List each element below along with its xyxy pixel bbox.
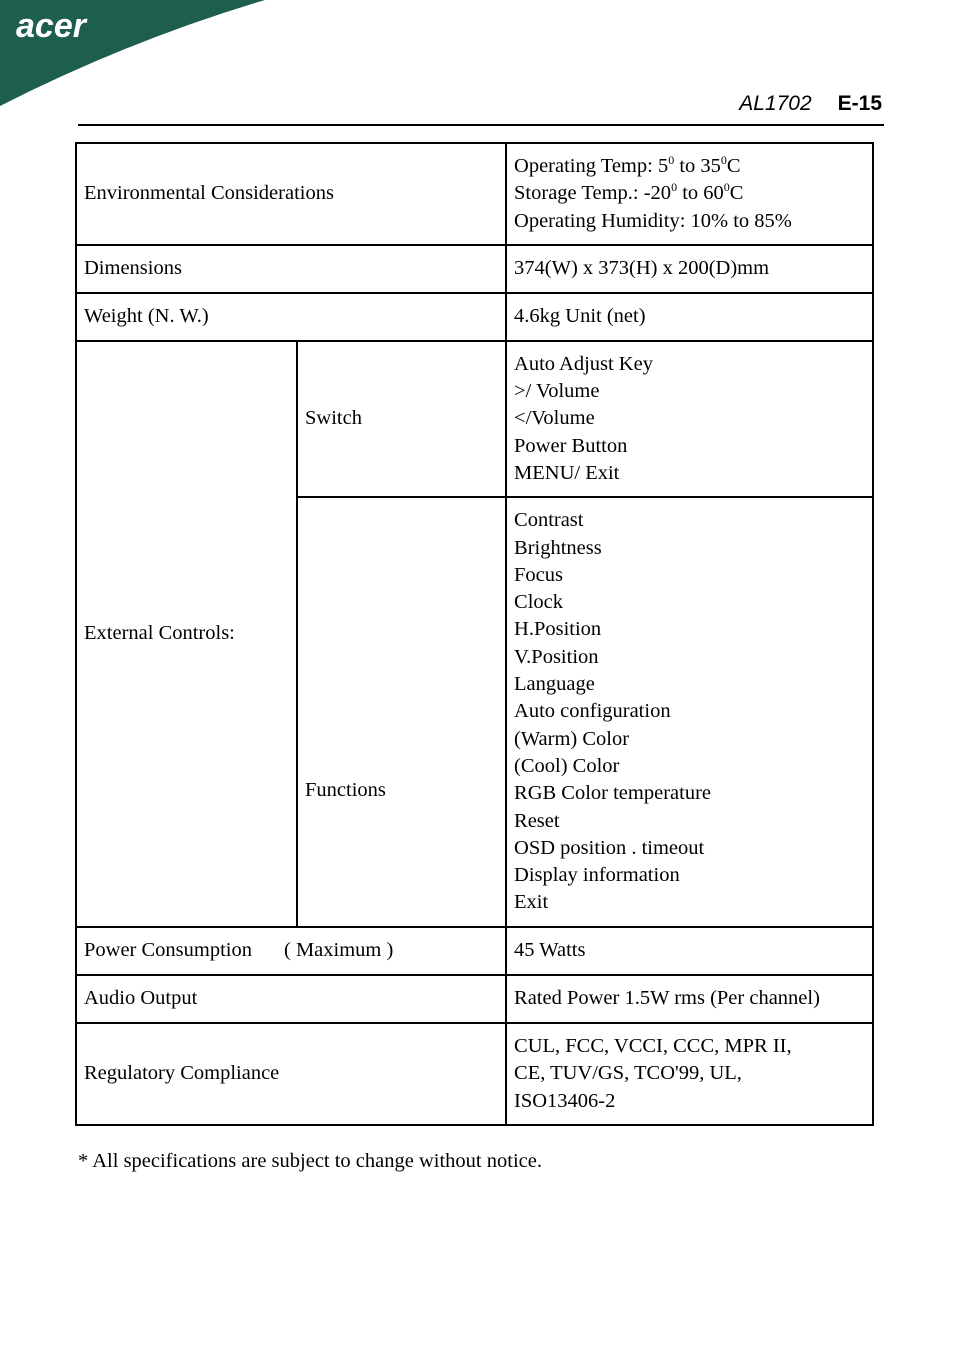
list-item: H.Position <box>514 618 602 641</box>
environmental-value <box>506 143 873 245</box>
row-audio <box>76 975 873 1023</box>
list-item: Language <box>514 673 595 696</box>
row-switch <box>76 341 873 497</box>
list-item: Power Button <box>514 434 628 457</box>
list-item: >/ Volume <box>514 380 600 403</box>
list-item: (Warm) Color <box>514 727 630 750</box>
list-item: </Volume <box>514 407 595 430</box>
list-item: Reset <box>514 809 560 832</box>
list-item: Contrast <box>514 509 584 532</box>
list-item: RGB Color temperature <box>514 782 711 805</box>
list-item: (Cool) Color <box>514 754 620 777</box>
dimensions-label: Dimensions <box>76 245 506 293</box>
row-power <box>76 927 873 975</box>
row-regulatory <box>76 1023 873 1125</box>
footnote: * All specifications are subject to change without notice. <box>78 1150 542 1172</box>
model-number: AL1702 <box>739 92 812 115</box>
page-number: E-15 <box>837 92 882 115</box>
row-dimensions <box>76 245 873 293</box>
functions-label: Functions <box>297 497 506 927</box>
list-item: CE, TUV/GS, TCO'99, UL, <box>514 1062 742 1085</box>
list-item: OSD position . timeout <box>514 836 705 859</box>
regulatory-value <box>506 1023 873 1125</box>
acer-logo-banner <box>0 0 270 110</box>
acer-logo-text: acer <box>16 7 86 45</box>
operating-temp: Operating Temp: $5^0$ to $35^0C$ <box>514 153 741 178</box>
power-value: 45 Watts <box>506 927 873 975</box>
environmental-label: Environmental Considerations <box>76 143 506 245</box>
list-item: V.Position <box>514 645 599 668</box>
weight-value: 4.6kg Unit (net) <box>506 293 873 341</box>
specification-table <box>75 142 874 1126</box>
list-item: Display information <box>514 864 680 887</box>
regulatory-label: Regulatory Compliance <box>76 1023 506 1125</box>
power-label: Power Consumption ( Maximum ) <box>76 927 506 975</box>
audio-label: Audio Output <box>76 975 506 1023</box>
weight-label: Weight (N. W.) <box>76 293 506 341</box>
list-item: Auto Adjust Key <box>514 352 653 375</box>
audio-value: Rated Power 1.5W rms (Per channel) <box>506 975 873 1023</box>
header-divider <box>78 124 884 126</box>
storage-temp: Storage Temp.: $-20^0$ to $60^0C$ <box>514 180 744 205</box>
list-item: ISO13406-2 <box>514 1089 616 1112</box>
list-item: Exit <box>514 891 549 914</box>
power-qualifier: ( Maximum ) <box>284 939 394 962</box>
row-weight <box>76 293 873 341</box>
operating-humidity: Operating Humidity: 10% to 85% <box>514 209 792 232</box>
list-item: Brightness <box>514 536 602 559</box>
list-item: Focus <box>514 563 563 586</box>
row-environmental <box>76 143 873 245</box>
list-item: MENU/ Exit <box>514 461 620 484</box>
functions-items <box>506 497 873 927</box>
dimensions-value: 374(W) x 373(H) x 200(D)mm <box>506 245 873 293</box>
external-controls-label: External Controls: <box>76 341 297 927</box>
page-header <box>600 92 882 116</box>
switch-label: Switch <box>297 341 506 497</box>
list-item: CUL, FCC, VCCI, CCC, MPR II, <box>514 1035 792 1058</box>
list-item: Auto configuration <box>514 700 671 723</box>
list-item: Clock <box>514 591 563 614</box>
switch-items <box>506 341 873 497</box>
